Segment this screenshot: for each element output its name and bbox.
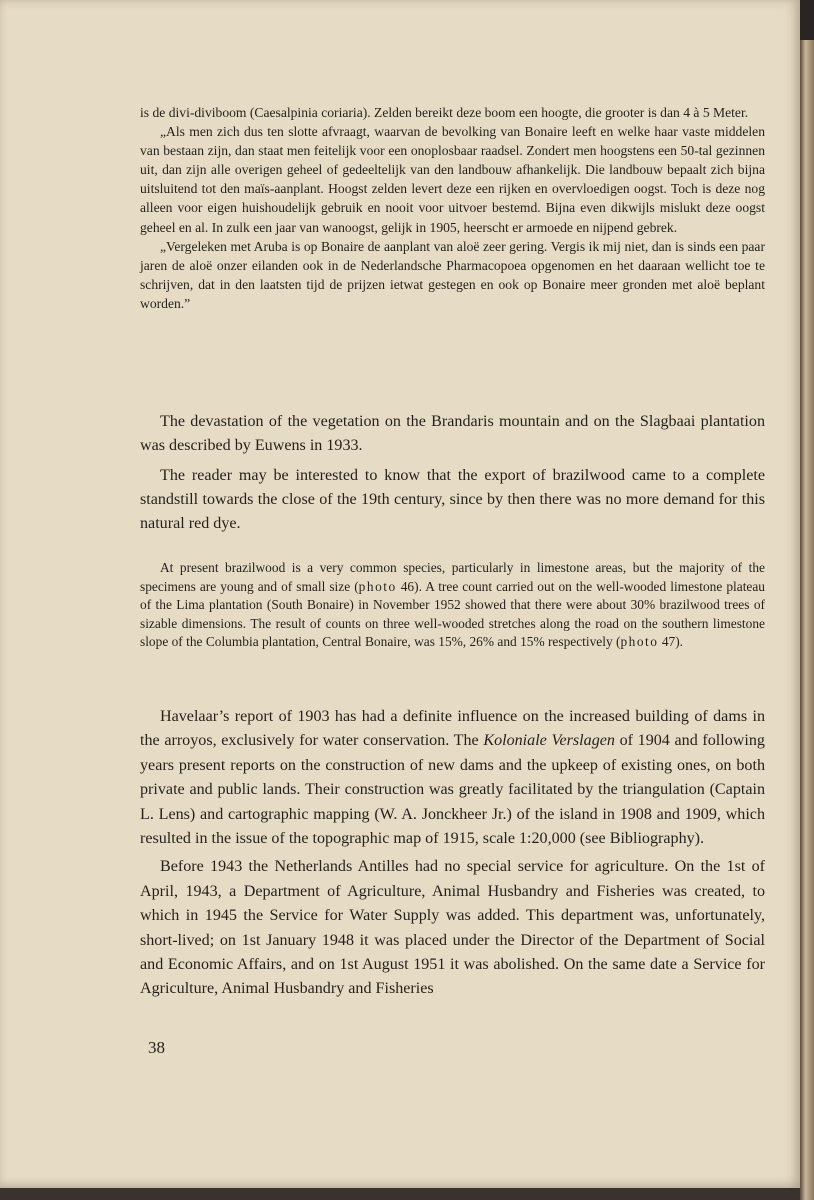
quote-paragraph-1: is de divi-diviboom (Caesalpinia coriaria). Zelden bereikt deze boom een hoogte, die grooter is dan 4 à 5 Meter. xyxy=(140,105,749,120)
small-text-part-2: 46). A tree count carried out on the well-wooded limestone plateau of the Lima plantation (South Bonaire) in November 1952 showed that there were about 30% brazilwood trees of sizable dimensions. The result of counts on three well-wooded stretches along the road on the southern limestone slope of the Columbia plantation, Central Bonaire, was 15%, 26% and 15% respectively ( xyxy=(140,578,765,650)
quote-paragraph-3: „Vergeleken met Aruba is op Bonaire de aanplant van aloë zeer gering. Vergis ik mij niet, dan is sinds een paar jaren de aloë onzer eilanden ook in de Nederlandsche Pharmacopoea opgenomen en het daaraan wellicht toe te schrijven, dat in den laatsten tijd de prijzen ietwat gestegen en ook op Bonaire meer gronden met aloë beplant worden.” xyxy=(140,238,765,311)
body-paragraph-agriculture-service: Before 1943 the Netherlands Antilles had no special service for agriculture. On the 1st of April, 1943, a Department of Agriculture, Animal Husbandry and Fisheries was created, to which in 1945 the Service for Water Supply was added. This department was, unfortunately, short-lived; on 1st January 1948 it was placed under the Director of the Department of Social and Economic Affairs, and on 1st August 1951 it was abolished. On the same date a Service for Agriculture, Animal Husbandry and Fisheries xyxy=(140,858,765,998)
quote-paragraph-2: „Als men zich dus ten slotte afvraagt, waarvan de bevolking van Bonaire leeft en welke haar vaste middelen van bestaan zijn, dan staat men feitelijk voor een onoplosbaar raadsel. Zondert men hoogstens een 50-tal gezinnen uit, dan zijn alle overigen geheel of gedeeltelijk van den landbouw afhankelijk. Die landbouw bepaalt zich bijna uitsluitend tot den maïs-aanplant. Hoogst zelden levert deze een rijken en overvloedigen oogst. Toch is deze nog alleen voor eigen huishoudelijk gebruik en nooit voor uitvoer bestemd. Bijna even dikwijls mislukt deze oogst geheel en al. In zulk een jaar van wanoogst, gelijk in 1905, heerscht er armoede en nijpend gebrek. xyxy=(140,124,765,235)
bottom-edge xyxy=(0,1188,800,1200)
book-spine-edge xyxy=(800,40,814,1200)
body-paragraph-havelaar xyxy=(140,705,765,851)
havelaar-text-b: of 1904 and following years present reports on the construction of new dams and the upkeep of existing ones, on both private and public lands. Their construction was greatly facilitated by the triangulation (Captain L. Lens) and cartographic mapping (W. A. Jonckheer Jr.) of the island in 1908 and 1909, which resulted in the issue of the topographic map of 1915, scale 1:20,000 (see Bibliography). xyxy=(140,732,765,848)
koloniale-verslagen-title: Koloniale Verslagen xyxy=(483,732,615,750)
small-print-section xyxy=(140,559,765,652)
page-number: 38 xyxy=(148,1038,165,1057)
small-text-part-3: 47). xyxy=(658,634,684,650)
body-paragraph-devastation: The devastation of the vegetation on the Brandaris mountain and on the Slagbaai plantation was described by Euwens in 1933. xyxy=(140,413,765,454)
body-paragraph-brazilwood-export: The reader may be interested to know that the export of brazilwood came to a complete standstill towards the close of the 19th century, since by then there was no more demand for this natural red dye. xyxy=(140,467,765,532)
dutch-quotation xyxy=(140,103,765,313)
body-text-section-2 xyxy=(140,705,765,1002)
small-text-part-1: At present brazilwood is a very common species, particularly in limestone areas, but the majority of the specimens are young and of small size ( xyxy=(140,560,765,594)
small-print-paragraph xyxy=(140,559,765,652)
photo-reference-47: photo xyxy=(620,634,659,650)
havelaar-text-a: Havelaar’s report of 1903 has had a definite influence on the increased building of dams in the arroyos, exclusively for water conservation. The xyxy=(140,708,765,750)
photo-reference-46: photo xyxy=(358,578,397,594)
body-text-section-1 xyxy=(140,410,765,536)
